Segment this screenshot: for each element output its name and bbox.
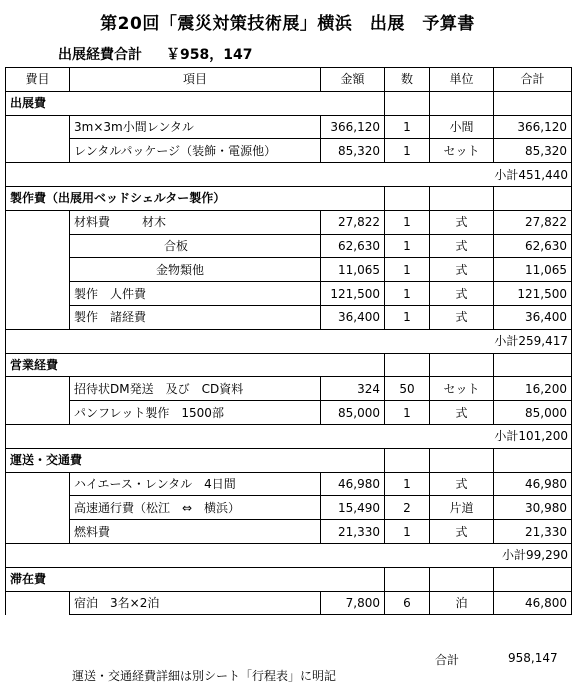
subtotal-cell: 小計259,417 [6, 329, 572, 353]
table-row [6, 139, 572, 163]
qty-cell: 1 [385, 305, 430, 329]
table-row [6, 258, 572, 282]
qty-cell: 50 [385, 377, 430, 401]
qty-cell: 1 [385, 115, 430, 139]
amount-cell: 62,630 [321, 234, 385, 258]
item-cell: 招待状DM発送 及び CD資料 [70, 377, 321, 401]
category-spacer-cell [6, 305, 70, 329]
empty-cell [321, 353, 385, 377]
section-header-row [6, 353, 572, 377]
amount-cell: 46,980 [321, 472, 385, 496]
empty-cell [430, 567, 494, 591]
amount-cell: 85,320 [321, 139, 385, 163]
amount-cell: 85,000 [321, 401, 385, 425]
amount-cell: 27,822 [321, 210, 385, 234]
total-cell: 46,980 [494, 472, 572, 496]
total-cell: 16,200 [494, 377, 572, 401]
empty-cell [430, 186, 494, 210]
item-cell: 宿泊 3名×2泊 [70, 591, 321, 615]
category-spacer-cell [6, 496, 70, 520]
unit-cell: セット [430, 377, 494, 401]
grand-total-label: 合計 [435, 653, 460, 667]
empty-cell [430, 353, 494, 377]
header-row [6, 68, 572, 92]
amount-cell: 21,330 [321, 520, 385, 544]
category-spacer-cell [6, 520, 70, 544]
total-cell: 366,120 [494, 115, 572, 139]
category-spacer-cell [6, 139, 70, 163]
total-summary [58, 44, 276, 64]
section-name: 営業経費 [6, 353, 321, 377]
total-summary-label: 出展経費合計 [58, 47, 142, 63]
empty-cell [385, 448, 430, 472]
item-cell: 燃料費 [70, 520, 321, 544]
total-cell: 46,800 [494, 591, 572, 615]
header-amount: 金額 [321, 68, 385, 92]
subtotal-cell: 小計99,290 [6, 543, 572, 567]
table-row [6, 472, 572, 496]
section-header-row [6, 186, 572, 210]
unit-cell: 片道 [430, 496, 494, 520]
total-cell: 85,320 [494, 139, 572, 163]
empty-cell [494, 186, 572, 210]
section-name: 出展費 [6, 91, 321, 115]
unit-cell: 式 [430, 210, 494, 234]
header-item: 項目 [70, 68, 321, 92]
total-cell: 21,330 [494, 520, 572, 544]
amount-cell: 36,400 [321, 305, 385, 329]
section-name: 製作費（出展用ベッドシェルター製作） [6, 186, 321, 210]
category-spacer-cell [6, 591, 70, 615]
item-cell: ハイエース・レンタル 4日間 [70, 472, 321, 496]
item-sublabel: 合板 [164, 238, 189, 253]
unit-cell: 式 [430, 305, 494, 329]
total-cell: 11,065 [494, 258, 572, 282]
empty-cell [494, 567, 572, 591]
section-header-row [6, 567, 572, 591]
category-spacer-cell [6, 282, 70, 306]
table-row [6, 401, 572, 425]
amount-cell: 7,800 [321, 591, 385, 615]
total-cell: 27,822 [494, 210, 572, 234]
category-spacer-cell [6, 377, 70, 401]
qty-cell: 6 [385, 591, 430, 615]
empty-cell [321, 448, 385, 472]
empty-cell [321, 186, 385, 210]
item-sublabel: 金物類他 [156, 262, 205, 277]
unit-cell: 泊 [430, 591, 494, 615]
empty-cell [385, 91, 430, 115]
qty-cell: 1 [385, 210, 430, 234]
table-row [6, 282, 572, 306]
unit-cell: 式 [430, 234, 494, 258]
empty-cell [430, 91, 494, 115]
total-cell: 30,980 [494, 496, 572, 520]
item-cell [70, 210, 321, 234]
qty-cell: 2 [385, 496, 430, 520]
item-cell: 製作 諸経費 [70, 305, 321, 329]
category-spacer-cell [6, 234, 70, 258]
unit-cell: 式 [430, 282, 494, 306]
subtotal-row [6, 543, 572, 567]
item-cell [70, 258, 321, 282]
empty-cell [430, 448, 494, 472]
grand-total-value: 958,147 [508, 651, 558, 665]
item-sublabel: 材木 [142, 215, 167, 230]
subtotal-row [6, 424, 572, 448]
subtotal-row [6, 329, 572, 353]
empty-cell [321, 567, 385, 591]
amount-cell: 11,065 [321, 258, 385, 282]
category-spacer-cell [6, 401, 70, 425]
item-cell [70, 234, 321, 258]
category-spacer-cell [6, 472, 70, 496]
total-summary-amount: ￥958，147 [166, 47, 253, 63]
empty-cell [321, 91, 385, 115]
total-cell: 121,500 [494, 282, 572, 306]
empty-cell [494, 448, 572, 472]
unit-cell: 小間 [430, 115, 494, 139]
item-cell: 高速通行費（松江 ⇔ 横浜） [70, 496, 321, 520]
amount-cell: 15,490 [321, 496, 385, 520]
empty-cell [494, 91, 572, 115]
header-total: 合計 [494, 68, 572, 92]
subtotal-row [6, 163, 572, 187]
category-spacer-cell [6, 258, 70, 282]
header-qty: 数 [385, 68, 430, 92]
table-row [6, 591, 572, 615]
qty-cell: 1 [385, 139, 430, 163]
footer-note: 運送・交通経費詳細は別シート「行程表」に明記 [72, 669, 337, 683]
header-category: 費目 [6, 68, 70, 92]
header-unit: 単位 [430, 68, 494, 92]
unit-cell: 式 [430, 472, 494, 496]
section-name: 滞在費 [6, 567, 321, 591]
subtotal-cell: 小計101,200 [6, 424, 572, 448]
table-row [6, 496, 572, 520]
amount-cell: 366,120 [321, 115, 385, 139]
empty-cell [385, 567, 430, 591]
table-row [6, 305, 572, 329]
empty-cell [494, 353, 572, 377]
unit-cell: 式 [430, 401, 494, 425]
item-cell: パンフレット製作 1500部 [70, 401, 321, 425]
item-cell: 3m×3m小間レンタル [70, 115, 321, 139]
qty-cell: 1 [385, 520, 430, 544]
total-cell: 62,630 [494, 234, 572, 258]
budget-table [5, 67, 572, 615]
item-cell: レンタルパッケージ（装飾・電源他） [70, 139, 321, 163]
amount-cell: 121,500 [321, 282, 385, 306]
empty-cell [385, 186, 430, 210]
table-row [6, 234, 572, 258]
empty-cell [385, 353, 430, 377]
qty-cell: 1 [385, 472, 430, 496]
table-row [6, 115, 572, 139]
total-cell: 85,000 [494, 401, 572, 425]
unit-cell: 式 [430, 258, 494, 282]
total-cell: 36,400 [494, 305, 572, 329]
table-row [6, 210, 572, 234]
subtotal-cell: 小計451,440 [6, 163, 572, 187]
qty-cell: 1 [385, 258, 430, 282]
unit-cell: セット [430, 139, 494, 163]
qty-cell: 1 [385, 401, 430, 425]
amount-cell: 324 [321, 377, 385, 401]
section-header-row [6, 448, 572, 472]
table-row [6, 520, 572, 544]
category-spacer-cell [6, 115, 70, 139]
item-cell: 製作 人件費 [70, 282, 321, 306]
section-header-row [6, 91, 572, 115]
qty-cell: 1 [385, 234, 430, 258]
category-spacer-cell [6, 210, 70, 234]
section-name: 運送・交通費 [6, 448, 321, 472]
qty-cell: 1 [385, 282, 430, 306]
unit-cell: 式 [430, 520, 494, 544]
document-title: 第20回「震災対策技術展」横浜 出展 予算書 [100, 14, 475, 34]
item-label: 材料費 [74, 215, 111, 230]
table-row [6, 377, 572, 401]
